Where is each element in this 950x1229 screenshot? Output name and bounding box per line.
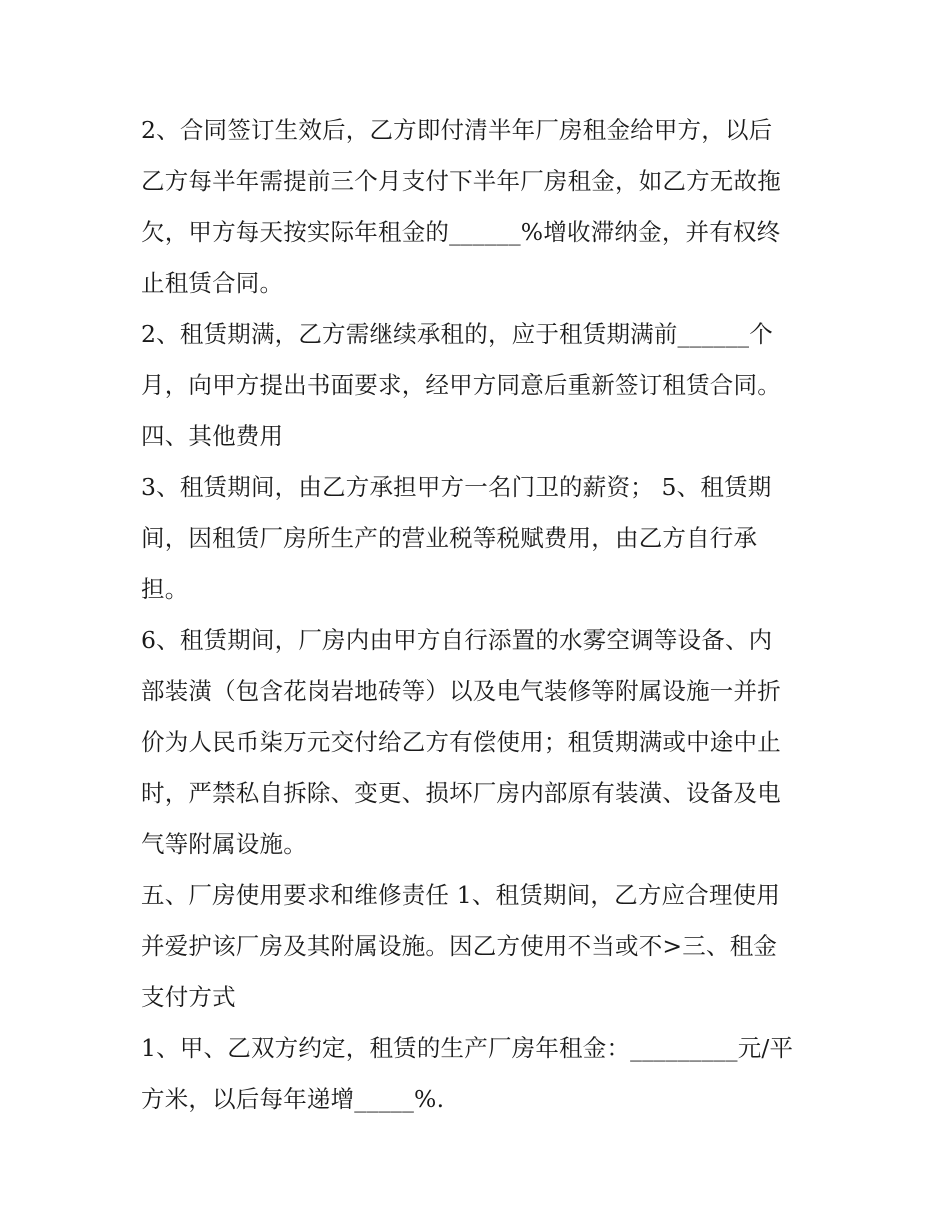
text-line: 部装潢（包含花岗岩地砖等）以及电气装修等附属设施一并折 [141,677,781,705]
section-heading: 五、厂房使用要求和维修责任 1、租赁期间，乙方应合理使用 [141,881,781,909]
text-line: 方米，以后每年递增_____%. [141,1085,445,1113]
text-line: 2、租赁期满，乙方需继续承租的，应于租赁期满前______个 [141,320,773,348]
text-line: 乙方每半年需提前三个月支付下半年厂房租金，如乙方无故拖 [141,167,781,195]
text-line: 1、甲、乙双方约定，租赁的生产厂房年租金：_________元/平 [141,1034,794,1062]
text-line: 气等附属设施。 [141,830,307,858]
text-line: 止租赁合同。 [141,269,284,297]
text-line: 间，因租赁厂房所生产的营业税等税赋费用，由乙方自行承 [141,524,758,552]
text-line: 2、合同签订生效后，乙方即付清半年厂房租金给甲方，以后 [141,116,773,144]
text-line: 价为人民币柒万元交付给乙方有偿使用；租赁期满或中途中止 [141,728,781,756]
text-line: 担。 [141,575,189,603]
text-line: 欠，甲方每天按实际年租金的______%增收滞纳金，并有权终 [141,218,781,246]
text-line: 支付方式 [141,983,236,1011]
text-line: 时，严禁私自拆除、变更、损坏厂房内部原有装潢、设备及电 [141,779,781,807]
text-line: 3、租赁期间，由乙方承担甲方一名门卫的薪资； 5、租赁期 [141,473,772,501]
text-line: 并爱护该厂房及其附属设施。因乙方使用不当或不>三、租金 [141,932,778,960]
section-heading: 四、其他费用 [141,422,284,450]
text-line: 6、租赁期间，厂房内由甲方自行添置的水雾空调等设备、内 [141,626,773,654]
text-line: 月，向甲方提出书面要求，经甲方同意后重新签订租赁合同。 [141,371,781,399]
